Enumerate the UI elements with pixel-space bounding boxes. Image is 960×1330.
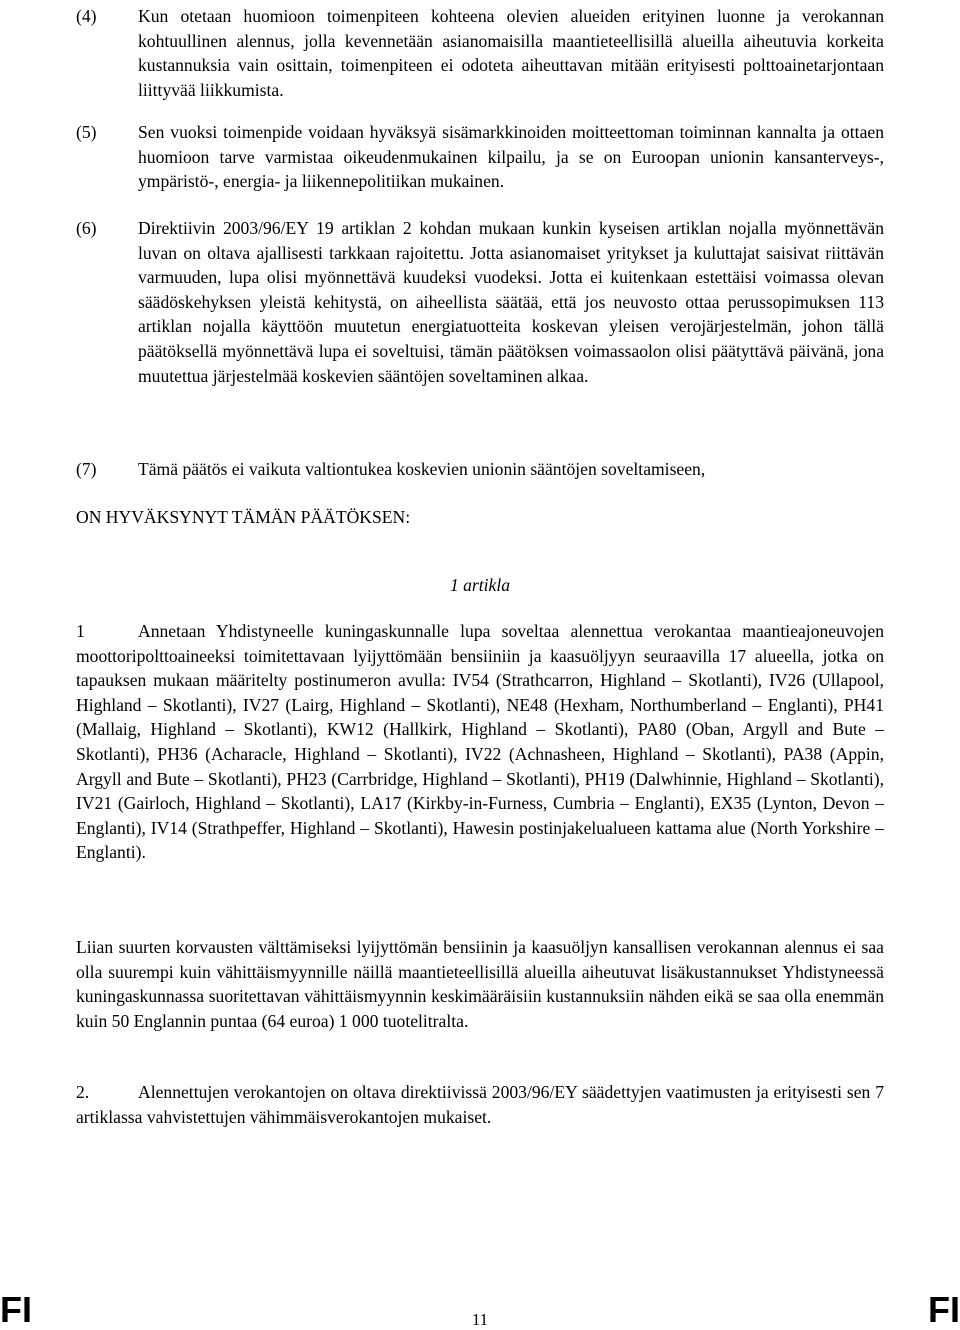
recital-number: (4) (76, 6, 97, 26)
recital-text: Direktiivin 2003/96/EY 19 artiklan 2 kohdan mukaan kunkin kyseisen artiklan nojalla myönnettävän luvan on oltava ajallisesti tarkkaan rajoitettu. Jotta asianomaiset yritykset ja kuluttajat saisivat riittävän varmuuden, lupa olisi myönnettävä kuudeksi vuodeksi. Jotta ei kuitenkaan estettäisi voimassa olevan säädöskehyksen yleistä kehitystä, on aiheellista säätää, että jos neuvosto ottaa perussopimuksen 113 artiklan nojalla käyttöön muutetun energiatuotteita koskevan yleisen verojärjestelmän, johon tällä päätöksellä myönnettävä lupa ei soveltuisi, tämän päätöksen voimassaolon olisi päätyttävä päivänä, jona muutettua järjestelmää koskevien sääntöjen soveltaminen alkaa. (138, 218, 884, 386)
recital-number: (7) (76, 459, 97, 479)
article-paragraph-2 (76, 1080, 884, 1129)
article-paragraph-1 (76, 619, 884, 865)
recital-text: Tämä päätös ei vaikuta valtiontukea koskevien unionin sääntöjen soveltamiseen, (138, 459, 706, 479)
recital-5 (76, 120, 884, 194)
article-title: 1 artikla (449, 575, 511, 595)
adoption-heading: ON HYVÄKSYNYT TÄMÄN PÄÄTÖKSEN: (76, 507, 411, 527)
article-paragraph-1-sub (76, 935, 884, 1033)
recital-text: Sen vuoksi toimenpide voidaan hyväksyä sisämarkkinoiden moitteettoman toiminnan kannalta ja ottaen huomioon tarve varmistaa oikeudenmukainen kilpailu, ja se on Euroopan unionin kansanterveys-, ympäristö-, energia- ja liikennepolitiikan mukainen. (138, 122, 884, 192)
recital-number: (6) (76, 218, 97, 238)
recital-text: Kun otetaan huomioon toimenpiteen kohteena olevien alueiden erityinen luonne ja verokannan kohtuullinen alennus, jolla kevennetään asianomaisilla maantieteellisillä alueilla aiheutuvia korkeita kustannuksia vain osittain, toimenpiteen ei odoteta aiheuttavan mitään erityisesti polttoainetarjontaan liittyvää liikkumista. (138, 6, 884, 100)
recital-7 (76, 457, 884, 482)
page-number: 11 (471, 1310, 489, 1329)
recital-6 (76, 216, 884, 388)
recital-number: (5) (76, 122, 97, 142)
paragraph-text: Annetaan Yhdistyneelle kuningaskunnalle lupa soveltaa alennettua verokantaa maantieajoneuvojen moottoripolttoaineeksi toimitettavaan lyijyttömään bensiiniin ja kaasuöljyyn seuraavilla 17 alueella, jotka on tapauksen mukaan määritelty postinumeron avulla: IV54 (Strathcarron, Highland – Skotlanti), IV26 (Ullapool, Highland – Skotlanti), IV27 (Lairg, Highland – Skotlanti), NE48 (Hexham, Northumberland – Englanti), PH41 (Mallaig, Highland – Skotlanti), KW12 (Hallkirk, Highland – Skotlanti), PA80 (Oban, Argyll and Bute – Skotlanti), PH36 (Acharacle, Highland – Skotlanti), IV22 (Achnasheen, Highland – Skotlanti), PA38 (Appin, Argyll and Bute – Skotlanti), PH23 (Carrbridge, Highland – Skotlanti), PH19 (Dalwhinnie, Highland – Skotlanti), IV21 (Gairloch, Highland – Skotlanti), LA17 (Kirkby-in-Furness, Cumbria – Englanti), EX35 (Lynton, Devon – Englanti), IV14 (Strathpeffer, Highland – Skotlanti), Hawesin postinjakelualueen kattama alue (North Yorkshire – Englanti). (76, 621, 884, 863)
paragraph-number: 2. (76, 1082, 90, 1102)
paragraph-text: Alennettujen verokantojen on oltava direktiivissä 2003/96/EY säädettyjen vaatimusten ja erityisesti sen 7 artiklassa vahvistettujen vähimmäisverokantojen mukaiset. (76, 1082, 884, 1127)
paragraph-text: Liian suurten korvausten välttämiseksi lyijyttömän bensiinin ja kaasuöljyn kansallisen verokannan alennus ei saa olla suurempi kuin vähittäismyynnille näillä maantieteellisillä alueilla aiheutuvat lisäkustannukset Yhdistyneessä kuningaskunnassa suoritettavan vähittäismyynnin keskimääräisiin kustannuksiin nähden eikä se saa olla enemmän kuin 50 Englannin puntaa (64 euroa) 1 000 tuotelitralta. (76, 937, 884, 1031)
recital-4 (76, 4, 884, 102)
footer-language-right: FI (928, 1289, 960, 1330)
paragraph-number: 1 (76, 621, 85, 641)
footer-language-left: FI (0, 1289, 32, 1330)
